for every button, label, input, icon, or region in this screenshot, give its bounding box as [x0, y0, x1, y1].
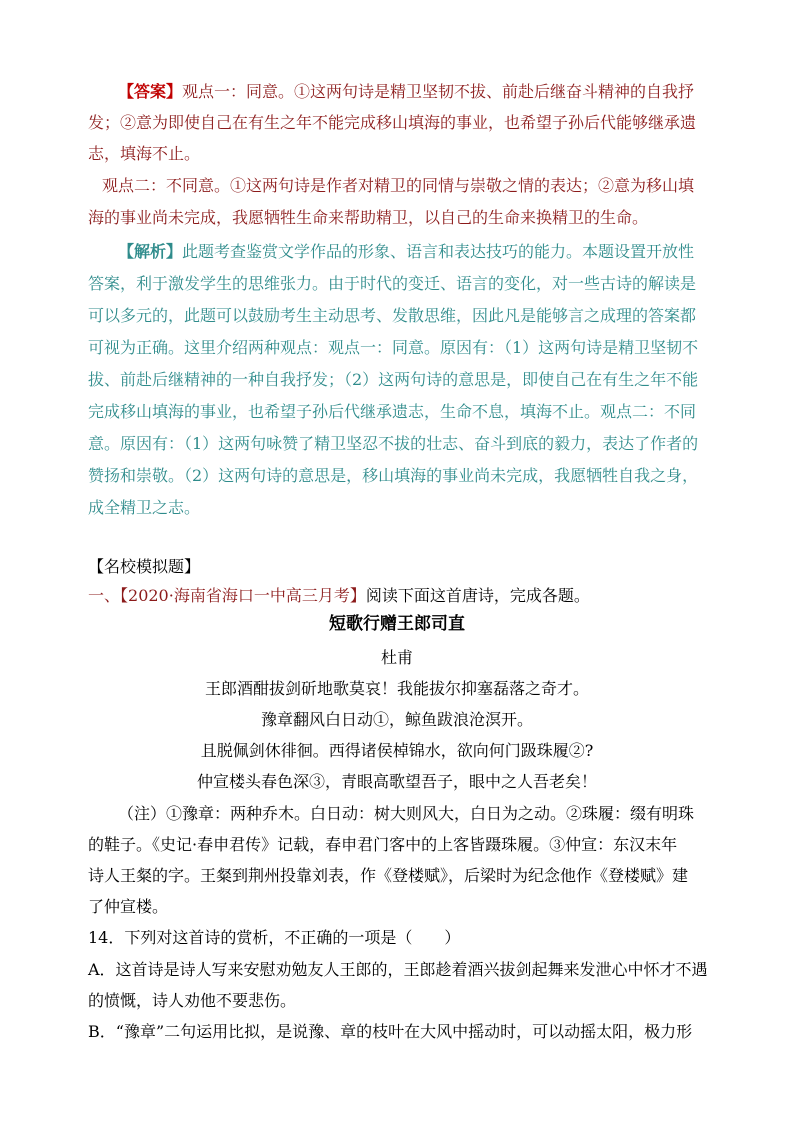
answer-viewpoint2-line-2: 海的事业尚未完成，我愿牺牲生命来帮助精卫，以自己的生命来换精卫的生命。 — [88, 208, 649, 227]
poem-line-1: 王郎酒酣拔剑斫地歌莫哀！我能拔尔抑塞磊落之奇才。 — [204, 679, 589, 698]
poem-line-2: 豫章翻风白日动①，鲸鱼跋浪沧溟开。 — [260, 710, 533, 729]
poem-author: 杜甫 — [380, 648, 413, 667]
analysis-line-1: 【解析】此题考查鉴赏文学作品的形象、语言和表达技巧的能力。本题设置开放性 — [118, 242, 695, 261]
analysis-line-3: 可以多元的，此题可以鼓励考生主动思考、发散思维，因此凡是能够言之成理的答案都 — [88, 306, 697, 325]
analysis-line-6: 完成移山填海的事业，也希望子孙后代继承遗志，生命不息，填海不止。观点二：不同 — [88, 402, 697, 421]
answer-viewpoint2-line-1: 观点二：不同意。①这两句诗是作者对精卫的同情与崇敬之情的表达；②意为移山填 — [102, 176, 695, 195]
answer-line-1: 【答案】观点一：同意。①这两句诗是精卫坚韧不拔、前赴后继奋斗精神的自我抒 — [118, 82, 695, 101]
analysis-line-8: 赞扬和崇敬。（2）这两句诗的意思是，移山填海的事业尚未完成，我愿牺牲自我之身， — [88, 466, 699, 485]
poem-line-4: 仲宣楼头春色深③，青眼高歌望吾子，眼中之人吾老矣！ — [196, 772, 597, 791]
notes-line-1: （注）①豫章：两种乔木。白日动：树大则风大，白日为之动。②珠履：缀有明珠 — [118, 804, 695, 823]
section-heading: 【名校模拟题】 — [88, 557, 201, 576]
notes-line-3: 诗人王粲的字。王粲到荆州投靠刘表，作《登楼赋》，后梁时为纪念他作《登楼赋》建 — [88, 866, 689, 885]
analysis-tag: 【解析】 — [118, 242, 183, 261]
option-a-line-2: 的愤慨，诗人劝他不要悲伤。 — [88, 991, 297, 1010]
answer-line-2: 发；②意为即使自己在有生之年不能完成移山填海的事业，也希望子孙后代能够继承遗 — [88, 113, 697, 132]
option-a-line-1: A．这首诗是诗人写来安慰劝勉友人王郎的，王郎趁着酒兴拔剑起舞来发泄心中怀才不遇 — [88, 960, 708, 979]
analysis-line-7: 意。原因有：（1）这两句咏赞了精卫坚忍不拔的壮志、奋斗到底的毅力，表达了作者的 — [88, 434, 699, 453]
analysis-line-4: 可视为正确。这里介绍两种观点：观点一：同意。原因有：（1）这两句诗是精卫坚韧不 — [88, 338, 699, 357]
question-14-stem: 14．下列对这首诗的赏析，不正确的一项是（ ） — [88, 928, 461, 947]
option-b-line-1: B．“豫章”二句运用比拟，是说豫、章的枝叶在大风中摇动时，可以动摇太阳，极力形 — [88, 1022, 693, 1041]
analysis-line-5: 拔、前赴后继精神的一种自我抒发；（2）这两句诗的意思是，即使自己在有生之年不能 — [88, 370, 699, 389]
notes-line-4: 了仲宣楼。 — [88, 897, 169, 916]
notes-line-2: 的鞋子。《史记·春申君传》记载，春申君门客中的上客皆蹑珠履。③仲宣：东汉末年 — [88, 835, 678, 854]
poem-title: 短歌行赠王郎司直 — [329, 614, 465, 634]
answer-line-3: 志，填海不止。 — [88, 144, 201, 163]
analysis-line-9: 成全精卫之志。 — [88, 498, 201, 517]
question-source: 【2020·海南省海口一中高三月考】 — [120, 586, 366, 605]
answer-tag: 【答案】 — [118, 82, 183, 101]
analysis-line-2: 答案，利于激发学生的思维张力。由于时代的变迁、语言的变化，对一些古诗的解读是 — [88, 274, 697, 293]
poem-line-3: 且脱佩剑休徘徊。西得诸侯棹锦水，欲向何门趿珠履②? — [200, 741, 594, 760]
question-intro: 一、【2020·海南省海口一中高三月考】阅读下面这首唐诗，完成各题。 — [88, 586, 590, 605]
